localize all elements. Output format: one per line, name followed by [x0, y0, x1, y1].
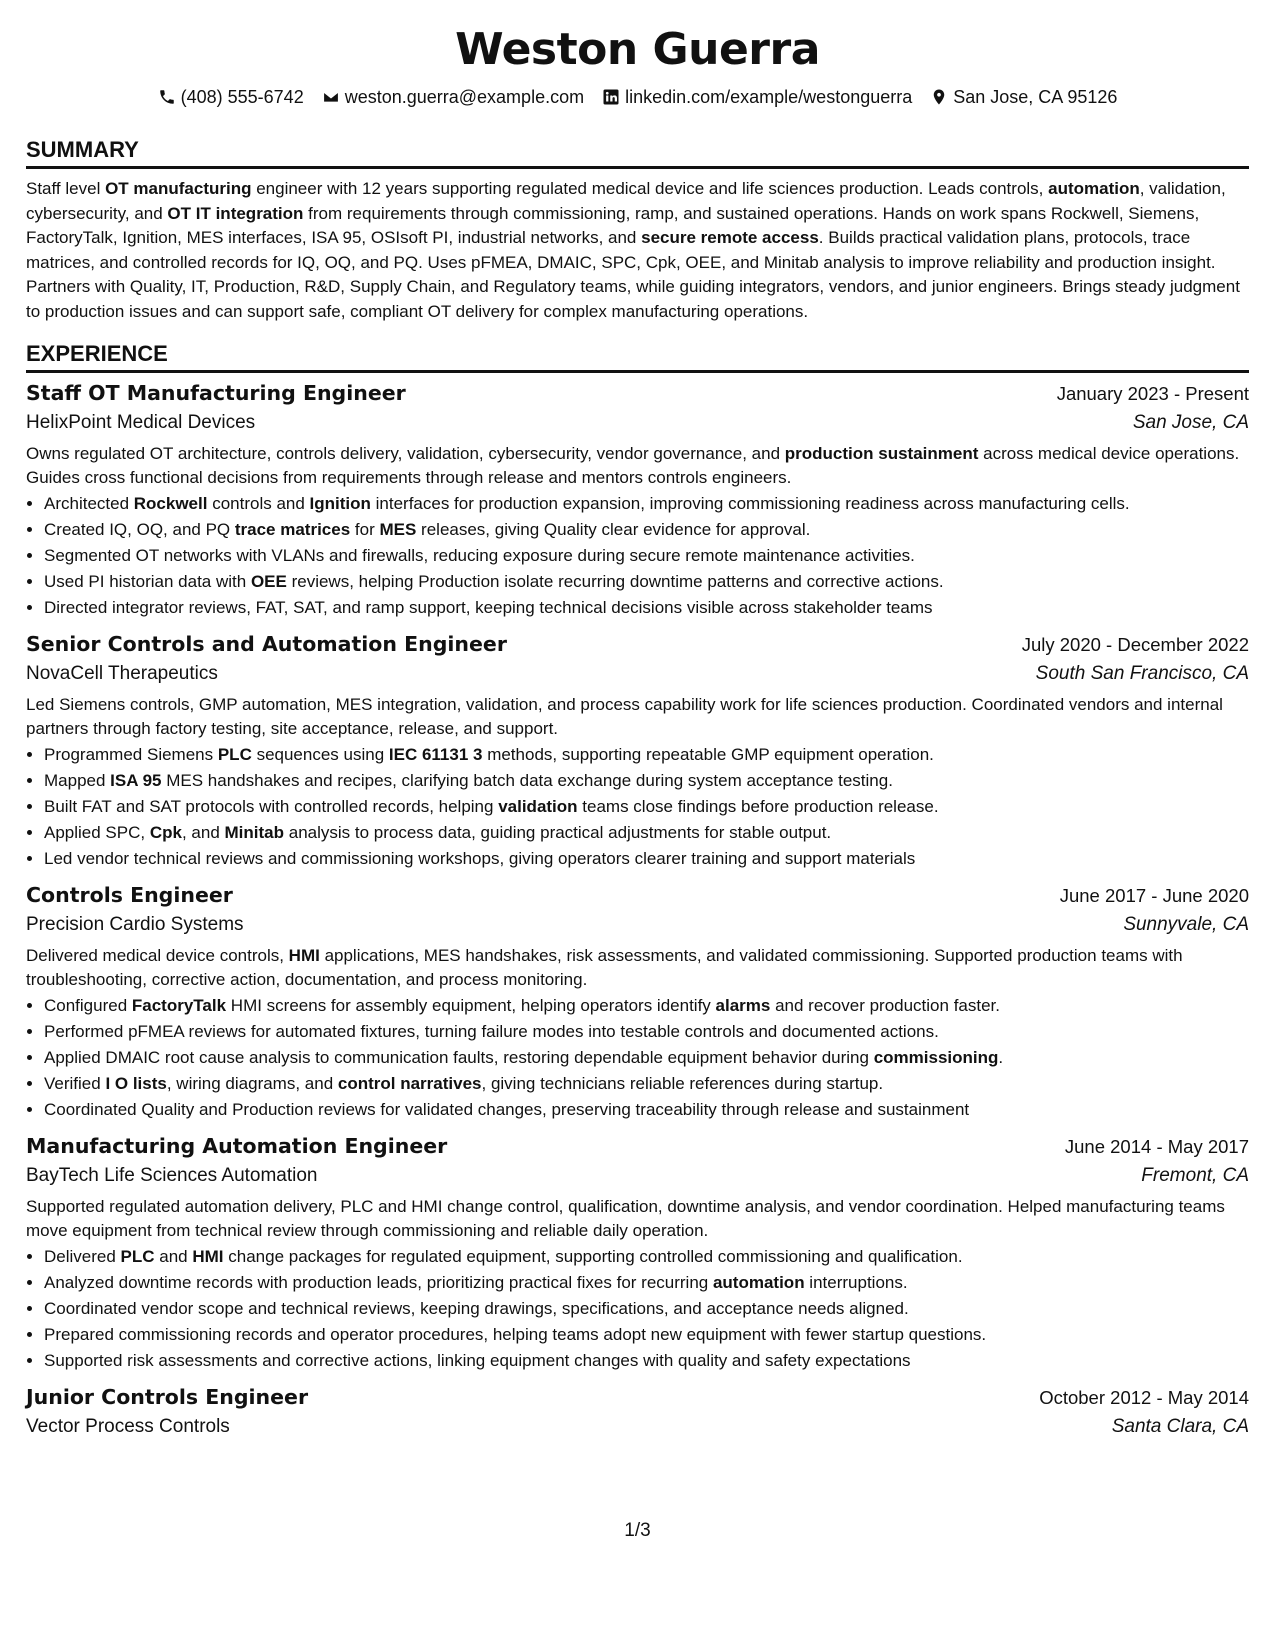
emphasis-text: Minitab [224, 823, 285, 842]
text-run: Applied SPC, [44, 823, 150, 842]
emphasis-text: HMI [192, 1247, 224, 1266]
emphasis-text: Rockwell [133, 494, 208, 513]
text-run: Directed integrator reviews, FAT, SAT, and ramp support, keeping technical decisions visible across stakeholder teams [44, 598, 933, 617]
job-dates: January 2023 - Present [1056, 383, 1249, 404]
list-item [44, 492, 1249, 516]
contact-phone [158, 87, 304, 108]
emphasis-text: PLC [217, 745, 252, 764]
emphasis-text: OT IT integration [167, 203, 304, 223]
text-run: interruptions. [804, 1273, 908, 1292]
job-subheader [26, 914, 1249, 936]
emphasis-text: ISA 95 [110, 771, 162, 790]
text-run: Used PI historian data with [44, 572, 251, 591]
emphasis-text: HMI [288, 946, 320, 965]
text-run: teams close findings before production release. [577, 797, 939, 816]
list-item [44, 795, 1249, 819]
emphasis-text: I O lists [105, 1074, 167, 1093]
envelope-icon [322, 88, 340, 106]
emphasis-text: production sustainment [784, 444, 979, 463]
text-run: Configured [44, 996, 132, 1015]
emphasis-text: automation [712, 1273, 805, 1292]
text-run: MES handshakes and recipes, clarifying batch data exchange during system acceptance testing. [161, 771, 893, 790]
text-run: Performed pFMEA reviews for automated fixtures, turning failure modes into testable controls and documented actions. [44, 1022, 939, 1041]
job-title: Controls Engineer [26, 883, 233, 907]
job-description [26, 442, 1249, 490]
job-subheader [26, 412, 1249, 434]
phone-text: (408) 555-6742 [180, 86, 304, 107]
emphasis-text: commissioning [873, 1048, 999, 1067]
list-item [44, 1072, 1249, 1096]
job-location: Santa Clara, CA [1111, 1416, 1249, 1437]
text-run: change packages for regulated equipment, supporting controlled commissioning and qualification. [223, 1247, 963, 1266]
job-description [26, 944, 1249, 992]
text-run: Coordinated vendor scope and technical reviews, keeping drawings, specifications, and acceptance needs aligned. [44, 1299, 909, 1318]
list-item [44, 847, 1249, 871]
contact-location [930, 87, 1117, 108]
emphasis-text: FactoryTalk [131, 996, 227, 1015]
list-item [44, 994, 1249, 1018]
job-description [26, 693, 1249, 741]
linkedin-icon [602, 88, 620, 106]
emphasis-text: IEC 61131 3 [388, 745, 483, 764]
text-run: Verified [44, 1074, 106, 1093]
job-header [26, 883, 1249, 907]
text-run: , giving technicians reliable references during startup. [481, 1074, 884, 1093]
text-run: sequences using [251, 745, 389, 764]
company-name: NovaCell Therapeutics [26, 663, 218, 684]
experience-heading: EXPERIENCE [26, 340, 1249, 373]
emphasis-text: trace matrices [234, 520, 351, 539]
text-run: Architected [44, 494, 134, 513]
job-location: Sunnyvale, CA [1123, 914, 1249, 935]
list-item [44, 1323, 1249, 1347]
job-header [26, 381, 1249, 405]
text-run: Supported risk assessments and corrective actions, linking equipment changes with quality and safety expectations [44, 1351, 911, 1370]
text-run: Mapped [44, 771, 111, 790]
text-run: Delivered [44, 1247, 121, 1266]
job-location: San Jose, CA [1132, 412, 1249, 433]
job-entry [26, 1385, 1249, 1438]
job-entry [26, 632, 1249, 871]
text-run: from requirements through commissioning, ramp, and sustained operations. Hands on work spans Rockwell, Siemens, FactoryTalk, Ignition, MES interfaces, ISA 95, OSIsoft PI, industrial networks, and [26, 203, 1200, 247]
text-run: Supported regulated automation delivery, PLC and HMI change control, qualification, downtime analysis, and vendor coordination. Helped manufacturing teams move equipment from technical review through commissioning and reliable daily operation. [26, 1197, 1225, 1240]
emphasis-text: OT manufacturing [105, 179, 252, 198]
text-run: . Builds practical validation plans, protocols, trace matrices, and controlled records for IQ, OQ, and PQ. Uses pFMEA, DMAIC, SPC, Cpk, OEE, and Minitab analysis to improve reliability and production insight. Partners with Quality, IT, Production, R&D, Supply Chain, and Regulatory teams, while guiding integrators, vendors, and junior engineers. Brings steady judgment to production issues and can support safe, compliant OT delivery for complex manufacturing operations. [26, 228, 1240, 321]
text-run: analysis to process data, guiding practical adjustments for stable output. [284, 823, 832, 842]
text-run: for [350, 520, 380, 539]
company-name: HelixPoint Medical Devices [26, 412, 256, 433]
contact-bar [26, 84, 1249, 110]
text-run: Delivered medical device controls, [26, 946, 289, 965]
job-header [26, 632, 1249, 656]
text-run: reviews, helping Production isolate recurring downtime patterns and corrective actions. [286, 572, 944, 591]
job-title: Staff OT Manufacturing Engineer [26, 381, 406, 405]
list-item [44, 544, 1249, 568]
text-run: across medical device operations. Guides cross functional decisions from requirements through release and mentors controls engineers. [26, 444, 1240, 487]
list-item [44, 1245, 1249, 1269]
emphasis-text: PLC [120, 1247, 155, 1266]
job-bullets [26, 743, 1249, 871]
emphasis-text: secure remote access [641, 228, 819, 247]
text-run: engineer with 12 years supporting regulated medical device and life sciences production. Leads controls, [251, 179, 1049, 198]
text-run: Prepared commissioning records and operator procedures, helping teams adopt new equipment with fewer startup questions. [44, 1325, 987, 1344]
text-run: Created IQ, OQ, and PQ [44, 520, 235, 539]
job-subheader [26, 1165, 1249, 1187]
text-run: controls and [207, 494, 310, 513]
company-name: Precision Cardio Systems [26, 914, 244, 935]
list-item [44, 1297, 1249, 1321]
text-run: and recover production faster. [770, 996, 1000, 1015]
text-run: Owns regulated OT architecture, controls delivery, validation, cybersecurity, vendor governance, and [26, 444, 785, 463]
emphasis-text: validation [498, 797, 578, 816]
job-description [26, 1195, 1249, 1243]
list-item [44, 1349, 1249, 1373]
text-run: methods, supporting repeatable GMP equipment operation. [482, 745, 934, 764]
job-bullets [26, 492, 1249, 620]
job-title: Senior Controls and Automation Engineer [26, 632, 507, 656]
job-header [26, 1385, 1249, 1409]
text-run: Led Siemens controls, GMP automation, MES integration, validation, and process capability work for life sciences production. Coordinated vendors and internal partners through factory testing, site acceptance, release, and support. [26, 695, 1223, 738]
text-run: , validation, cybersecurity, and [26, 179, 1226, 223]
email-link[interactable]: weston.guerra@example.com [344, 86, 585, 107]
job-bullets [26, 1245, 1249, 1373]
emphasis-text: Ignition [309, 494, 371, 513]
text-run: HMI screens for assembly equipment, helping operators identify [226, 996, 716, 1015]
summary-text [26, 177, 1249, 324]
emphasis-text: control narratives [337, 1074, 482, 1093]
text-run: Segmented OT networks with VLANs and firewalls, reducing exposure during secure remote maintenance activities. [44, 546, 915, 565]
text-run: , wiring diagrams, and [166, 1074, 338, 1093]
map-marker-icon [930, 88, 948, 106]
list-item [44, 518, 1249, 542]
linkedin-link[interactable]: linkedin.com/example/westonguerra [625, 86, 913, 107]
job-header [26, 1134, 1249, 1158]
job-entry [26, 381, 1249, 620]
job-location: Fremont, CA [1141, 1165, 1249, 1186]
location-text: San Jose, CA 95126 [953, 86, 1118, 107]
text-run: Led vendor technical reviews and commissioning workshops, giving operators clearer training and support materials [44, 849, 916, 868]
contact-linkedin[interactable] [602, 87, 912, 108]
text-run: . [998, 1048, 1004, 1067]
emphasis-text: MES [379, 520, 417, 539]
list-item [44, 1020, 1249, 1044]
text-run: Applied DMAIC root cause analysis to communication faults, restoring dependable equipment behavior during [44, 1048, 874, 1067]
text-run: applications, MES handshakes, risk assessments, and validated commissioning. Supported production teams with troubleshooting, corrective action, documentation, and process monitoring. [26, 946, 1183, 989]
emphasis-text: Cpk [149, 823, 182, 842]
list-item [44, 769, 1249, 793]
job-dates: June 2014 - May 2017 [1064, 1136, 1249, 1157]
job-bullets [26, 994, 1249, 1122]
job-subheader [26, 1416, 1249, 1438]
text-run: , and [181, 823, 225, 842]
job-location: South San Francisco, CA [1035, 663, 1249, 684]
summary-heading: SUMMARY [26, 136, 1249, 169]
job-title: Manufacturing Automation Engineer [26, 1134, 448, 1158]
emphasis-text: automation [1048, 179, 1140, 198]
list-item [44, 821, 1249, 845]
job-title: Junior Controls Engineer [26, 1385, 309, 1409]
list-item [44, 1098, 1249, 1122]
list-item [44, 1271, 1249, 1295]
text-run: Staff level [26, 179, 106, 198]
job-entry [26, 883, 1249, 1122]
emphasis-text: OEE [250, 572, 287, 591]
list-item [44, 1046, 1249, 1070]
experience-list [26, 381, 1249, 1438]
text-run: interfaces for production expansion, improving commissioning readiness across manufacturing cells. [370, 494, 1130, 513]
job-entry [26, 1134, 1249, 1373]
page-number: 1/3 [624, 1520, 651, 1541]
job-subheader [26, 663, 1249, 685]
text-run: releases, giving Quality clear evidence for approval. [416, 520, 811, 539]
company-name: Vector Process Controls [26, 1416, 230, 1437]
contact-email[interactable] [322, 87, 584, 108]
job-dates: June 2017 - June 2020 [1059, 885, 1249, 906]
text-run: Programmed Siemens [44, 745, 218, 764]
list-item [44, 596, 1249, 620]
emphasis-text: alarms [715, 996, 771, 1015]
company-name: BayTech Life Sciences Automation [26, 1165, 318, 1186]
text-run: Coordinated Quality and Production reviews for validated changes, preserving traceability through release and sustainment [44, 1100, 970, 1119]
job-dates: July 2020 - December 2022 [1021, 634, 1249, 655]
text-run: Built FAT and SAT protocols with controlled records, helping [44, 797, 499, 816]
list-item [44, 743, 1249, 767]
text-run: Analyzed downtime records with production leads, prioritizing practical fixes for recurring [44, 1273, 713, 1292]
resume-page [26, 0, 1249, 1438]
candidate-name: Weston Guerra [455, 24, 820, 75]
job-dates: October 2012 - May 2014 [1039, 1387, 1249, 1408]
text-run: and [154, 1247, 193, 1266]
phone-icon [158, 88, 176, 106]
list-item [44, 570, 1249, 594]
